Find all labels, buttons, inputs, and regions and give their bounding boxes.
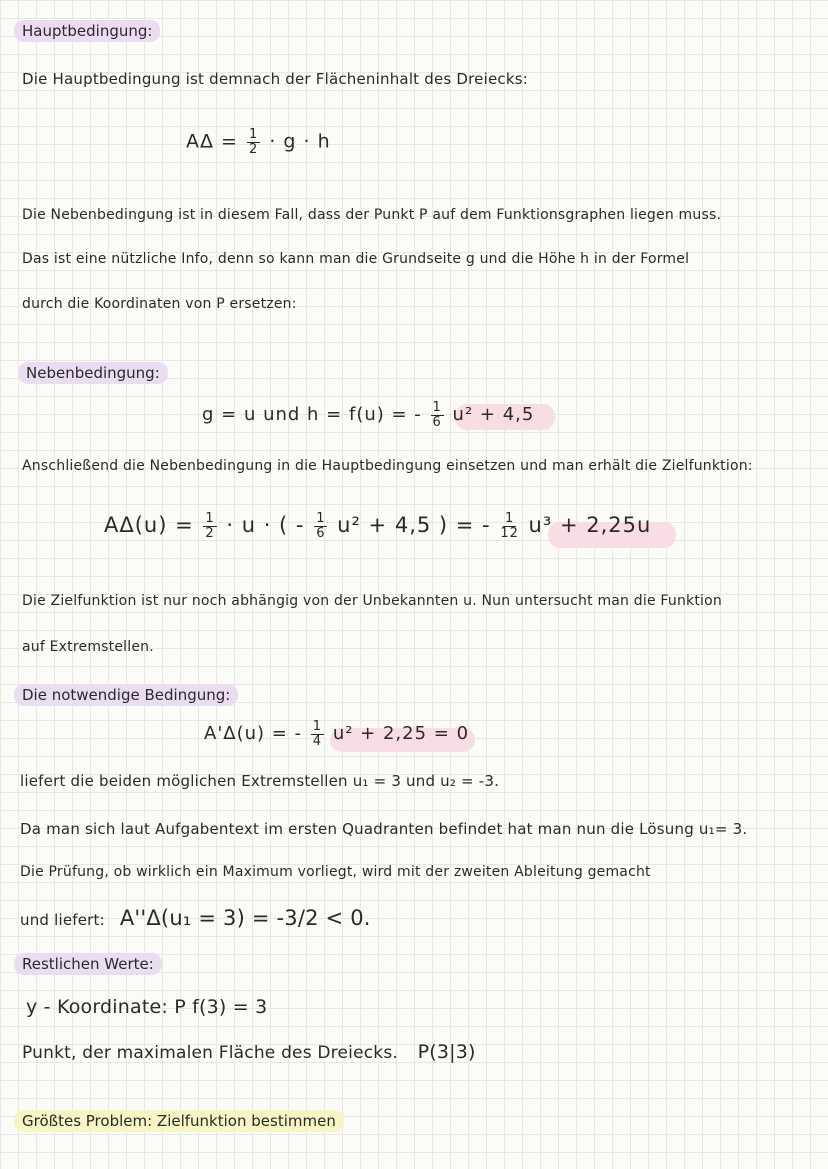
- heading-restliche-werte: Restlichen Werte:: [14, 953, 162, 975]
- heading-notwendige-bedingung: Die notwendige Bedingung:: [14, 684, 238, 706]
- formula-zielfunktion: AΔ(u) = $\frac{1}{2}$ · u · ( - $\frac{1}{6}$ u² + 4,5 ) = - $\frac{1}{12}$ u³ + 2,25u: [104, 511, 652, 541]
- text-line-7: auf Extremstellen.: [22, 639, 154, 655]
- formula-ableitung: A'Δ(u) = - $\frac{1}{4}$ u² + 2,25 = 0: [204, 719, 470, 749]
- text-line-8: liefert die beiden möglichen Extremstellen u₁ = 3 und u₂ = -3.: [20, 772, 500, 790]
- heading-nebenbedingung: Nebenbedingung:: [18, 362, 168, 384]
- text-line-9: Da man sich laut Aufgabentext im ersten Quadranten befindet hat man nun die Lösung u₁= 3.: [20, 820, 748, 838]
- text-line-10: Die Prüfung, ob wirklich ein Maximum vorliegt, wird mit der zweiten Ableitung gemacht: [20, 864, 651, 880]
- formula-area: [186, 128, 331, 156]
- text-line-2: Die Nebenbedingung ist in diesem Fall, dass der Punkt P auf dem Funktionsgraphen liegen muss.: [22, 207, 722, 223]
- text-line-11-label: und liefert:: [20, 911, 105, 929]
- fraction-one-half: $\frac{1}{2}$: [249, 127, 259, 157]
- fraction-one-sixth: $\frac{1}{6}$: [432, 400, 442, 430]
- fraction-one-quarter: $\frac{1}{4}$: [312, 719, 323, 749]
- fraction-one-sixth: $\frac{1}{6}$: [316, 511, 326, 541]
- formula-area-lhs: AΔ =: [186, 130, 238, 153]
- result-point: P(3|3): [417, 1041, 476, 1063]
- fraction-one-twelfth: $\frac{1}{12}$: [500, 511, 519, 541]
- second-derivative-result: A''Δ(u₁ = 3) = -3/2 < 0.: [119, 906, 371, 930]
- heading-groesstes-problem: Größtes Problem: Zielfunktion bestimmen: [14, 1110, 344, 1132]
- fraction-one-half: $\frac{1}{2}$: [205, 511, 215, 541]
- text-line-1: Die Hauptbedingung ist demnach der Flächeninhalt des Dreiecks:: [22, 70, 528, 88]
- text-line-3: Das ist eine nützliche Info, denn so kann man die Grundseite g und die Höhe h in der Formel: [22, 251, 690, 267]
- heading-hauptbedingung: Hauptbedingung:: [14, 20, 160, 42]
- text-line-6: Die Zielfunktion ist nur noch abhängig von der Unbekannten u. Nun untersucht man die Funktion: [22, 593, 722, 609]
- text-line-12: y - Koordinate: P f(3) = 3: [26, 996, 268, 1018]
- text-line-4: durch die Koordinaten von P ersetzen:: [22, 296, 297, 312]
- formula-area-rhs: · g · h: [269, 130, 331, 153]
- text-line-11: [20, 906, 371, 930]
- text-line-13-label: Punkt, der maximalen Fläche des Dreiecks.: [22, 1043, 398, 1063]
- text-line-5: Anschließend die Nebenbedingung in die Hauptbedingung einsetzen und man erhält die Zielfunktion:: [22, 458, 753, 474]
- formula-nebenbedingung: g = u und h = f(u) = - $\frac{1}{6}$ u² + 4,5: [202, 400, 535, 430]
- text-line-13: [22, 1041, 476, 1063]
